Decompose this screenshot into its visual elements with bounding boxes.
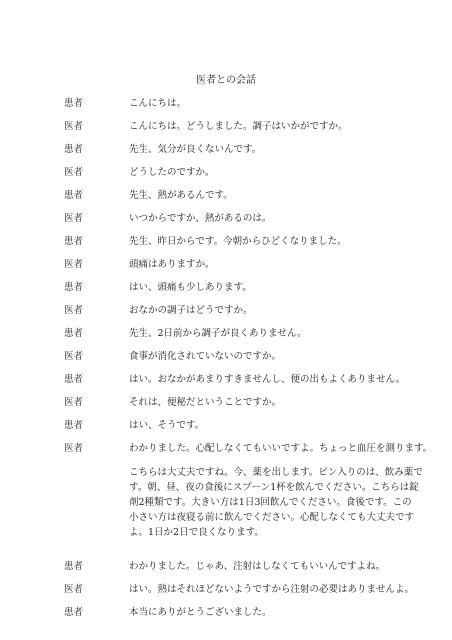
dialogue-line: はい。おなかがあまりすきませんし、便の出もよくありません。 [129,374,406,385]
speaker-label: 医者 [64,121,84,132]
dialogue-line: 先生、熱があるんです。 [129,190,233,201]
dialogue-line: 先生、気分が良くないんです。 [129,144,262,155]
paragraph-line: す。朝、昼、夜の食後にスプーン1杯を飲んでください。こちらは錠 [129,482,419,493]
speaker-label: 医者 [64,584,84,595]
speaker-label: 患者 [64,98,84,109]
dialogue-line: わかりました。じゃあ、注射はしなくてもいいんですよね。 [129,561,386,572]
speaker-label: 患者 [64,420,84,431]
paragraph-line: 剤2種類です。大きい方は1日3回飲んでください。食後です。この [129,497,412,508]
dialogue-line: それは、便秘だということですか。 [129,397,282,408]
speaker-label: 医者 [64,213,84,224]
paragraph-line: こちらは大丈夫ですね。今、薬を出します。ビン入りのは、飲み薬で [129,467,423,478]
speaker-label: 医者 [64,305,84,316]
dialogue-line: おなかの調子はどうですか。 [129,305,253,316]
dialogue-line: わかりました。心配しなくてもいいですよ。ちょっと血圧を測ります。 [129,443,433,454]
dialogue-line: 本当にありがとうございました。 [129,607,272,618]
dialogue-line: はい、頭痛も少しあります。 [129,282,252,293]
doctor-paragraph [129,465,423,540]
speaker-label: 医者 [64,397,84,408]
dialogue-line: どうしたのですか。 [129,167,215,178]
dialogue-line: 食事が消化されていないのですか。 [129,351,282,362]
speaker-label: 患者 [64,328,84,339]
speaker-label: 医者 [64,351,84,362]
paragraph-line: 小さい方は夜寝る前に飲んでください。心配しなくても大丈夫です [129,512,415,523]
paragraph-line: よ。1日か2日で良くなります。 [129,527,264,538]
speaker-label: 医者 [64,259,84,270]
dialogue-line: 先生、昨日からです。今朝からひどくなりました。 [129,236,347,247]
dialogue-line: はい、そうです。 [129,420,205,431]
speaker-label: 患者 [64,282,84,293]
speaker-label: 患者 [64,561,84,572]
speaker-label: 医者 [64,167,84,178]
dialogue-line: 先生、2日前から調子が良くありません。 [129,328,307,339]
speaker-label: 医者 [64,443,84,454]
dialogue-line: はい。熱はそれほどないようですから注射の必要はありませんよ。 [129,584,415,595]
speaker-label: 患者 [64,190,84,201]
document-title: 医者との会話 [196,75,256,86]
dialogue-line: こんにちは。 [129,98,187,109]
speaker-label: 患者 [64,144,84,155]
speaker-label: 患者 [64,607,84,618]
speaker-label: 患者 [64,236,84,247]
dialogue-line: いつからですか、熱があるのは。 [129,213,272,224]
dialogue-line: 頭痛はありますか。 [129,259,215,270]
speaker-label: 患者 [64,374,84,385]
dialogue-line: こんにちは。どうしました。調子はいかがですか。 [129,121,348,132]
